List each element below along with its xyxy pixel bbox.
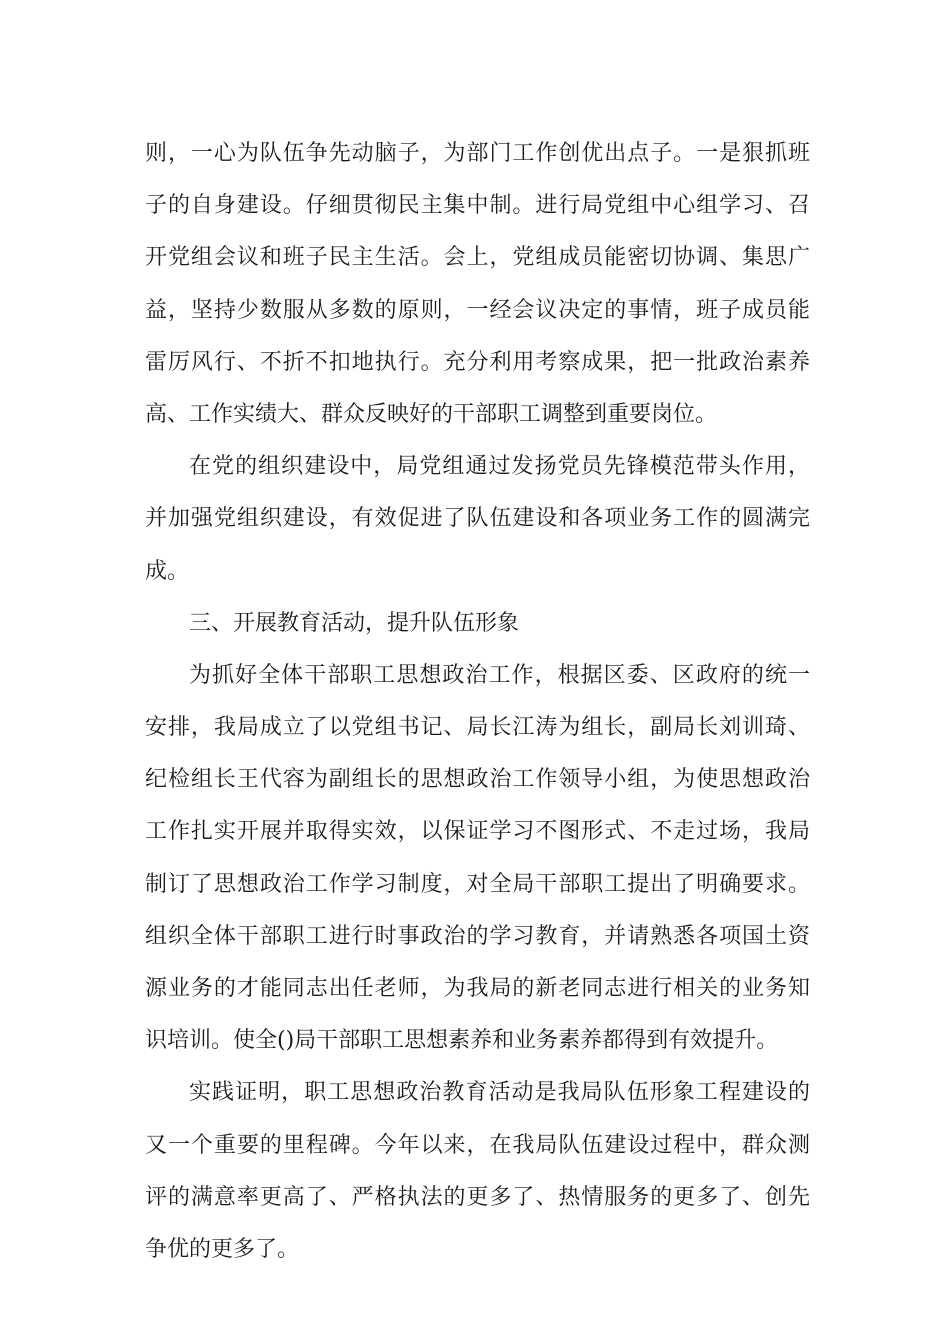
- text-line: 纪检组长王代容为副组长的思想政治工作领导小组，为使思想政治: [145, 767, 810, 793]
- text-line: 识培训。使全()局干部职工思想素养和业务素养都得到有效提升。: [145, 1028, 779, 1054]
- text-line: 制订了思想政治工作学习制度，对全局干部职工提出了明确要求。: [145, 871, 810, 897]
- text-line: 则，一心为队伍争先动脑子，为部门工作创优出点子。一是狠抓班: [145, 141, 810, 166]
- text-line: 为抓好全体干部职工思想政治工作，根据区委、区政府的统一: [189, 662, 810, 688]
- text-line: 开党组会议和班子民主生活。会上，党组成员能密切协调、集思广: [145, 245, 810, 271]
- text-line: 组织全体干部职工进行时事政治的学习教育，并请熟悉各项国土资: [145, 923, 810, 949]
- section-heading: 三、开展教育活动，提升队伍形象: [189, 610, 520, 636]
- text-line: 实践证明，职工思想政治教育活动是我局队伍形象工程建设的: [189, 1080, 810, 1106]
- text-line: 益，坚持少数服从多数的原则，一经会议决定的事情，班子成员能: [145, 297, 810, 323]
- document-body: [145, 128, 810, 1276]
- text-line: 评的满意率更高了、严格执法的更多了、热情服务的更多了、创先: [145, 1184, 810, 1210]
- text-line: 成。: [145, 558, 190, 584]
- text-line: 工作扎实开展并取得实效，以保证学习不图形式、不走过场，我局: [145, 819, 810, 845]
- text-line: 高、工作实绩大、群众反映好的干部职工调整到重要岗位。: [145, 401, 718, 427]
- text-line: 源业务的才能同志出任老师，为我局的新老同志进行相关的业务知: [145, 976, 810, 1001]
- text-line: 安排，我局成立了以党组书记、局长江涛为组长，副局长刘训琦、: [145, 715, 810, 741]
- text-line: 雷厉风行、不折不扣地执行。充分利用考察成果，把一批政治素养: [145, 349, 810, 375]
- text-line: 争优的更多了。: [145, 1236, 300, 1262]
- text-line: 在党的组织建设中，局党组通过发扬党员先锋模范带头作用，: [189, 454, 810, 480]
- text-line: 子的自身建设。仔细贯彻民主集中制。进行局党组中心组学习、召: [145, 193, 810, 219]
- text-line: 并加强党组织建设，有效促进了队伍建设和各项业务工作的圆满完: [145, 506, 810, 532]
- text-line: 又一个重要的里程碑。今年以来，在我局队伍建设过程中，群众测: [145, 1132, 810, 1158]
